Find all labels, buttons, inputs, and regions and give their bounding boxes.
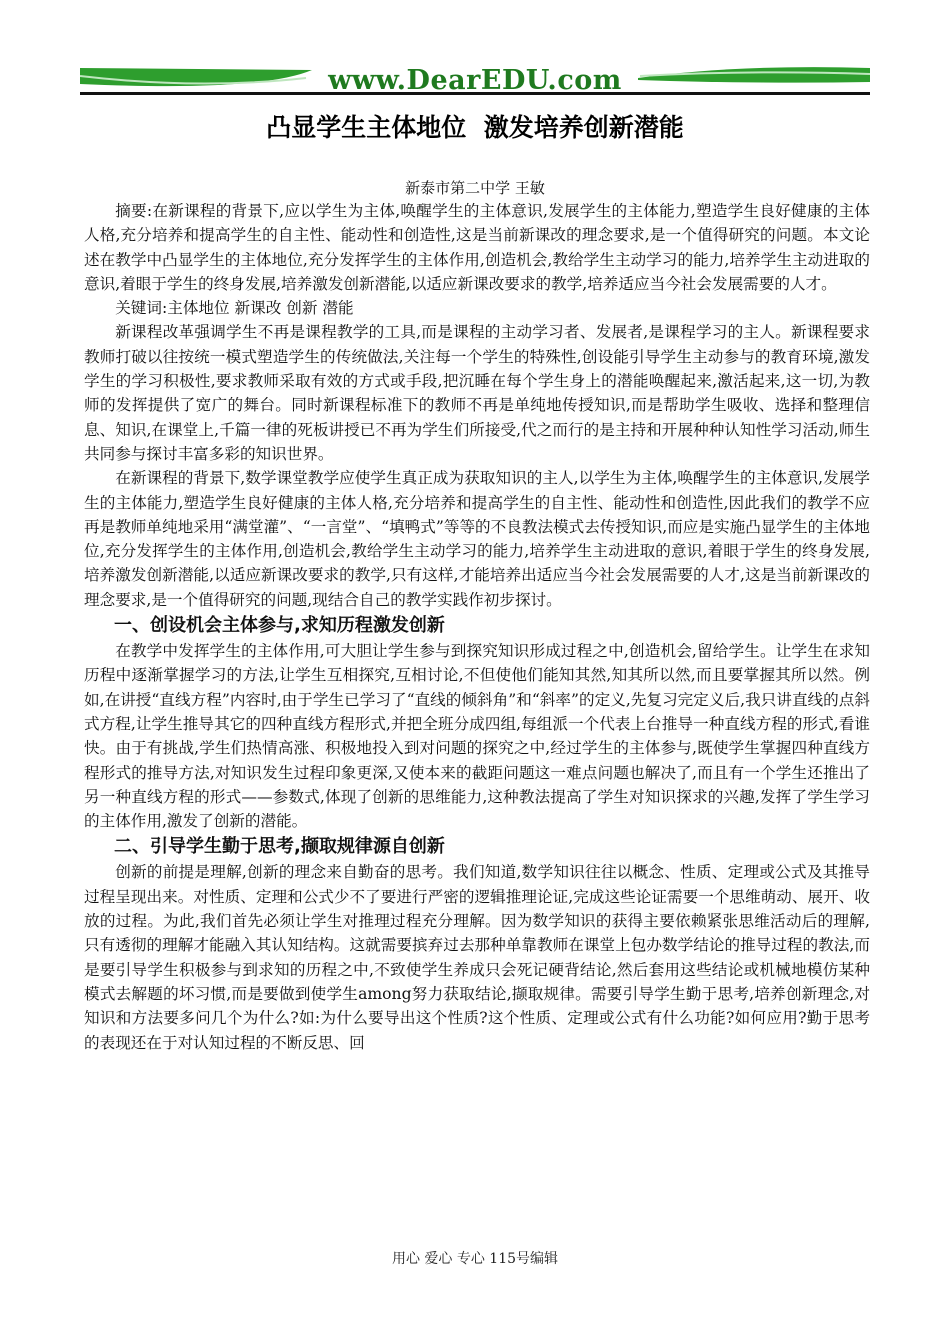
- keywords-line: 关键词:主体地位 新课改 创新 潜能: [115, 299, 354, 318]
- section-paragraph: 创新的前提是理解,创新的理念来自勤奋的思考。我们知道,数学知识往往以概念、性质、定理或公式及其推导过程呈现出来。对性质、定理和公式少不了要进行严密的逻辑推理论证,完成这些论证需要一个思维萌动、展开、收放的过程。为此,我们首先必须让学生对推理过程充分理解。因为数学知识的获得主要依赖紧张思维活动后的理解,只有透彻的理解才能融入其认知结构。这就需要摈弃过去那种单靠教师在课堂上包办数学结论的推导过程的教法,而是要引导学生积极参与到求知的历程之中,不致使学生养成只会死记硬背结论,然后套用这些结论或机械地模仿某种模式去解题的坏习惯,而是要做到使学生among努力获取结论,撷取规律。需要引导学生勤于思考,培养创新理念,对知识和方法要多问几个为什么?如:为什么要导出这个性质?这个性质、定理或公式有什么功能?如何应用?勤于思考的表现还在于对认知过程的不断反思、回: [84, 863, 870, 1052]
- body-paragraph: 在新课程的背景下,数学课堂教学应使学生真正成为获取知识的主人,以学生为主体,唤醒学生的主体意识,发展学生的主体能力,塑造学生良好健康的主体人格,充分培养和提高学生的自主性、能动性和创造性,因此我们的教学不应再是教师单纯地采用“满堂灌”、“一言堂”、“填鸭式”等等的不良教法模式去传授知识,而应是实施凸显学生的主体地位,充分发挥学生的主体作用,创造机会,教给学生主动学习的能力,培养学生主动进取的意识,着眼于学生的终身发展,培养激发创新潜能,以适应新课改要求的教学,只有这样,才能培养出适应当今社会发展需要的人才,这是当前新课改的理念要求,是一个值得研究的问题,现结合自己的教学实践作初步探讨。: [84, 469, 870, 609]
- site-url[interactable]: www.DearEDU.com: [328, 65, 622, 96]
- abstract-paragraph: 摘要:在新课程的背景下,应以学生为主体,唤醒学生的主体意识,发展学生的主体能力,塑造学生良好健康的主体人格,充分培养和提高学生的自主性、能动性和创造性,这是当前新课改的理念要求,是一个值得研究的问题。本文论述在教学中凸显学生的主体地位,充分发挥学生的主体作用,创造机会,教给学生主动学习的能力,培养学生主动进取的意识,着眼于学生的终身发展,培养激发创新潜能,以适应新课改要求的教学,培养适应当今社会发展需要的人才。: [84, 202, 870, 293]
- section-paragraph: 在教学中发挥学生的主体作用,可大胆让学生参与到探究知识形成过程之中,创造机会,留给学生。让学生在求知历程中逐渐掌握学习的方法,让学生互相探究,互相讨论,不但使他们能知其然,知其所以然,而且要掌握其所以然。例如,在讲授“直线方程”内容时,由于学生已学习了“直线的倾斜角”和“斜率”的定义,先复习完定义后,我只讲直线的点斜式方程,让学生推导其它的四种直线方程形式,并把全班分成四组,每组派一个代表上台推导一种直线方程的形式,看谁快。由于有挑战,学生们热情高涨、积极地投入到对问题的探究之中,经过学生的主体参与,既使学生掌握四种直线方程形式的推导方法,对知识发生过程印象更深,又使本来的截距问题这一难点问题也解决了,而且有一个学生还推出了另一种直线方程的形式——参数式,体现了创新的思维能力,这种教法提高了学生对知识探求的兴趣,发挥了学生学习的主体作用,激发了创新的潜能。: [84, 642, 870, 831]
- author-line: 新泰市第二中学 王敏: [405, 179, 545, 197]
- article-body: [84, 199, 870, 1055]
- page-title: 凸显学生主体地位 激发培养创新潜能: [266, 113, 684, 142]
- body-paragraph: 新课程改革强调学生不再是课程教学的工具,而是课程的主动学习者、发展者,是课程学习的主人。新课程要求教师打破以往按统一模式塑造学生的传统做法,关注每一个学生的特殊性,创设能引导学生主动参与的教育环境,激发学生的学习积极性,要求教师采取有效的方式或手段,把沉睡在每个学生身上的潜能唤醒起来,激活起来,这一切,为教师的发挥提供了宽广的舞台。同时新课程标准下的教师不再是单纯地传授知识,而是帮助学生吸收、选择和整理信息、知识,在课堂上,千篇一律的死板讲授已不再为学生们所接受,代之而行的是主持和开展种种认知性学习活动,师生共同参与探讨丰富多彩的知识世界。: [84, 323, 870, 463]
- section-heading: 一、创设机会主体参与,求知历程激发创新: [114, 615, 445, 637]
- site-header: [80, 62, 870, 102]
- section-heading: 二、引导学生勤于思考,撷取规律源自创新: [114, 836, 445, 858]
- page-footer: 用心 爱心 专心 115号编辑: [391, 1251, 559, 1267]
